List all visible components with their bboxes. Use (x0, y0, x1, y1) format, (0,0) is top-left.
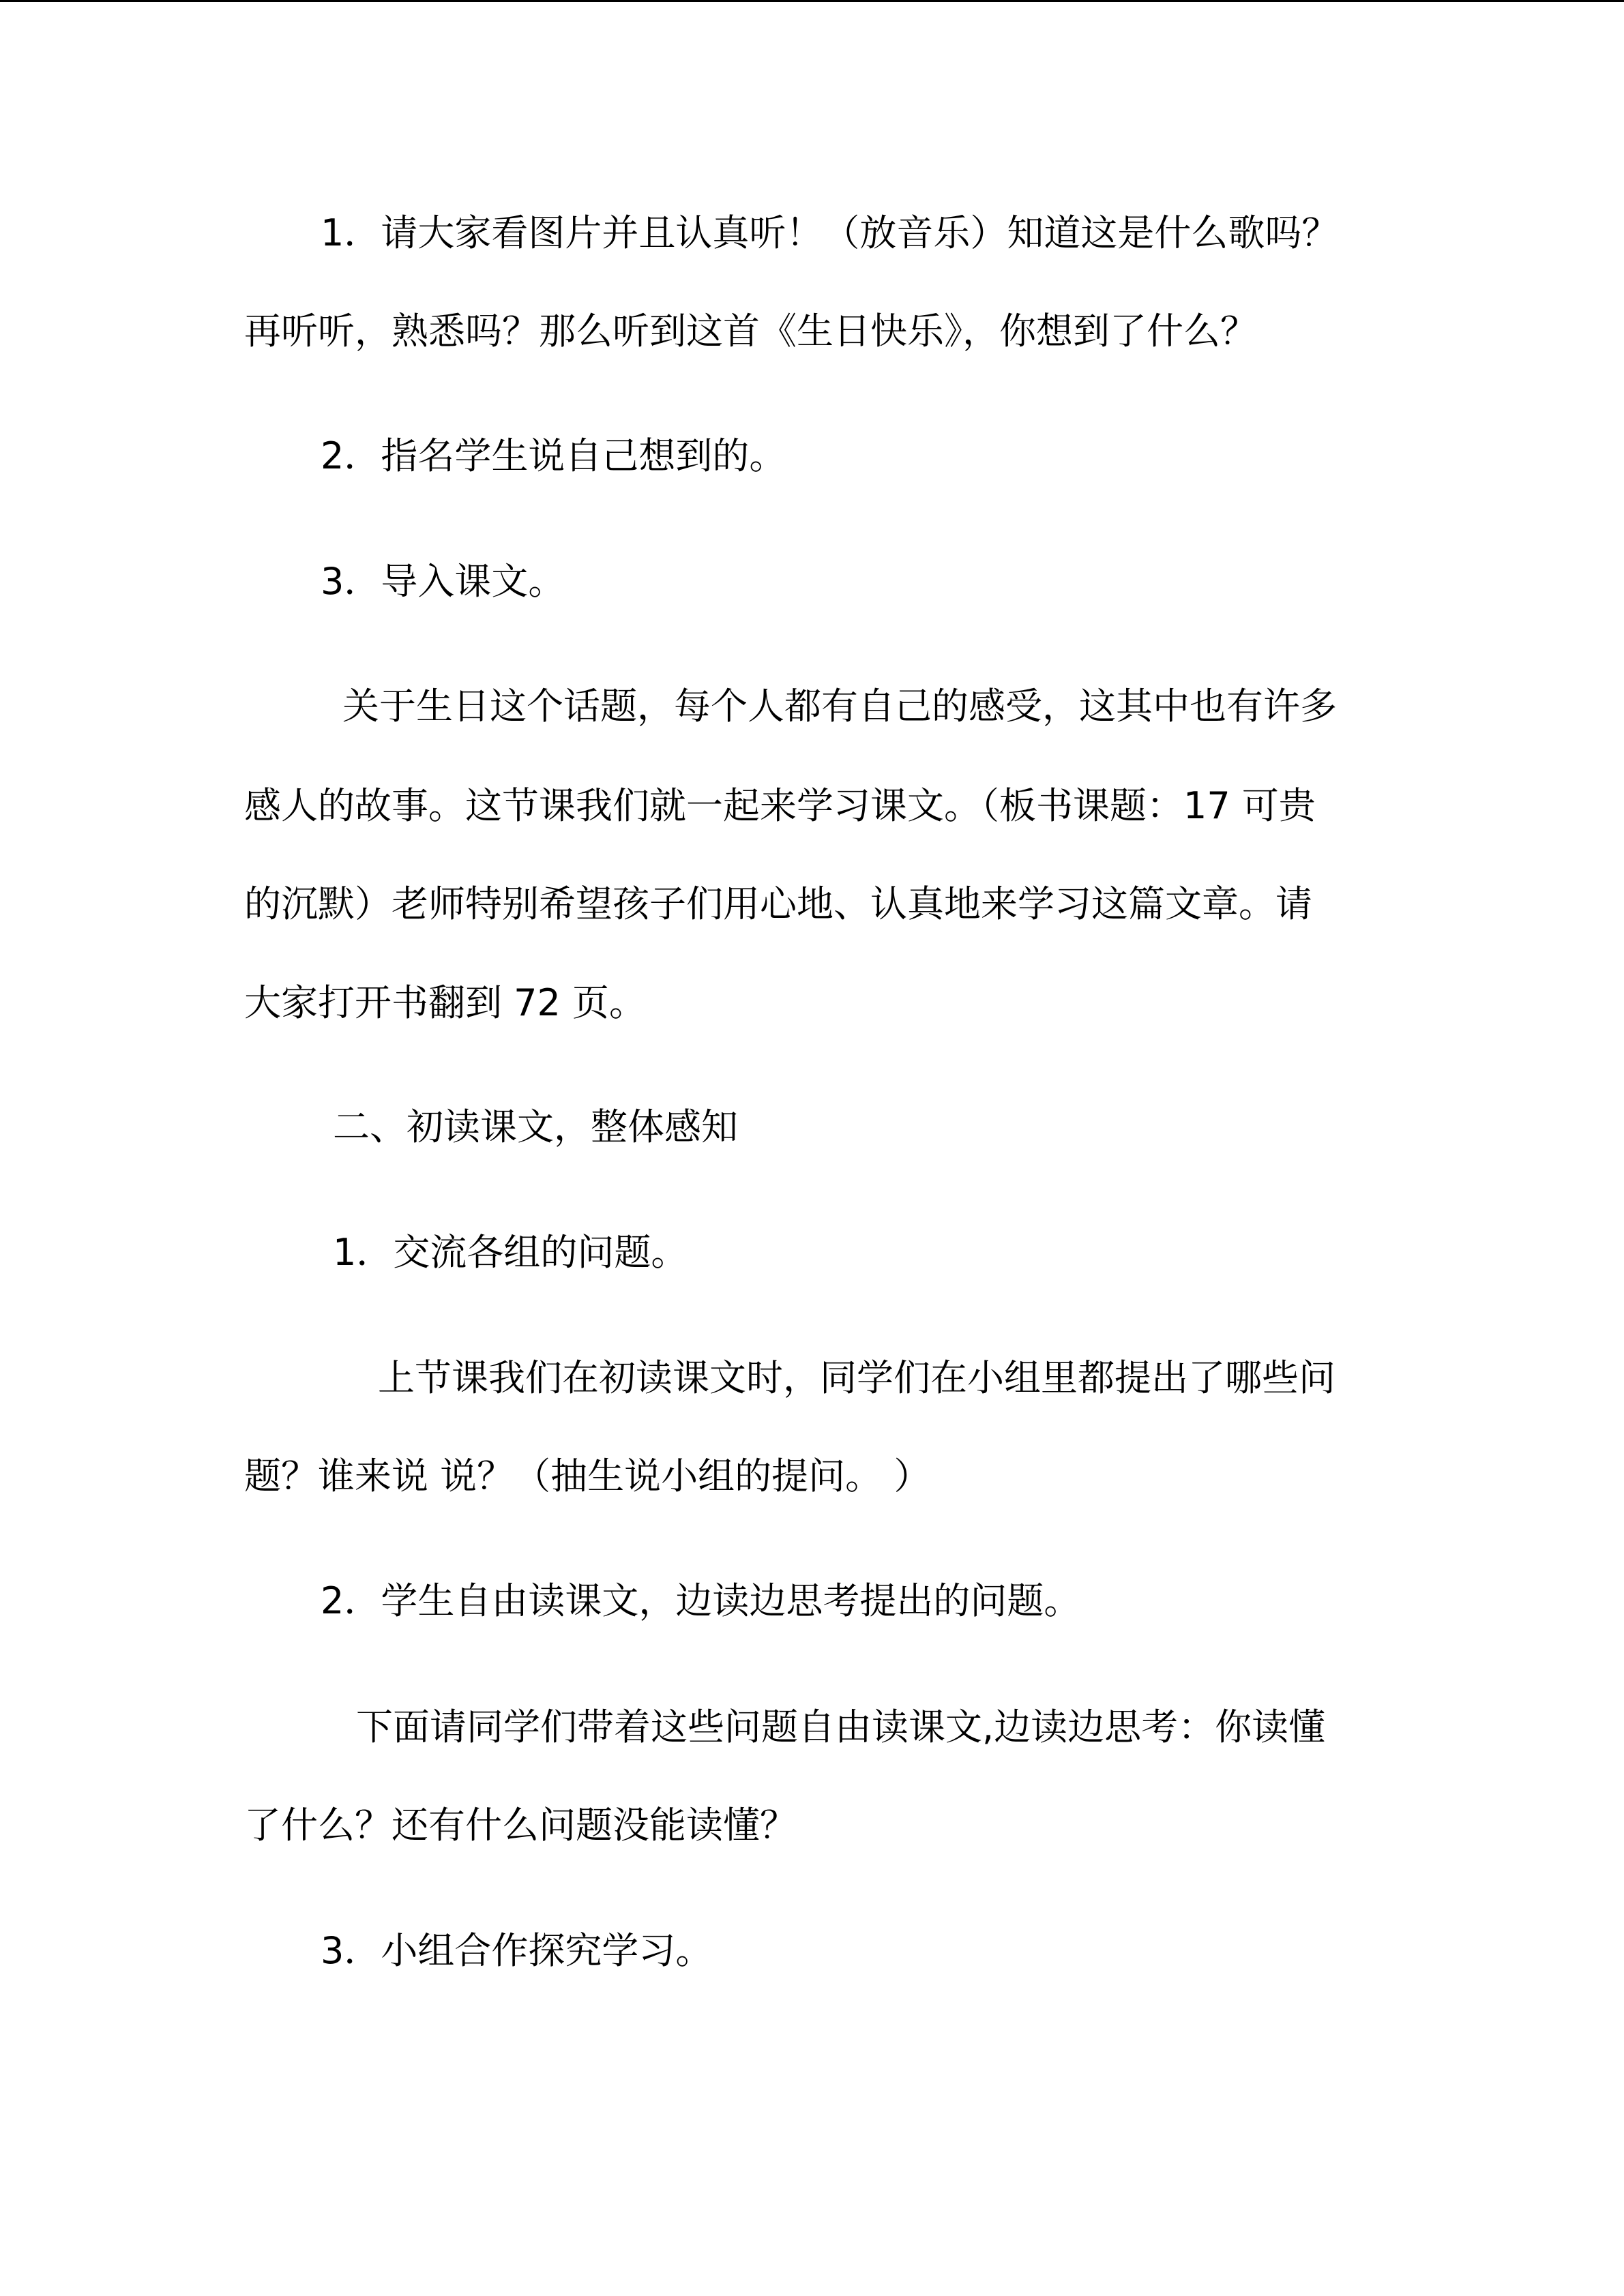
text-line: 感人的故事。这节课我们就一起来学习课文。（板书课题：17 可贵 (244, 784, 1316, 827)
text-line: 再听听，熟悉吗？那么听到这首《生日快乐》，你想到了什么？ (244, 310, 1257, 353)
text-line: 了什么？还有什么问题没能读懂？ (244, 1804, 797, 1847)
text-line: 大家打开书翻到 72 页。 (244, 981, 647, 1024)
text-line: 题？谁来说 说？（抽生说小组的提问。 ） (244, 1455, 931, 1497)
text-line: 关于生日这个话题，每个人都有自己的感受，这其中也有许多 (342, 685, 1337, 728)
text-line: 2．学生自由读课文，边读边思考提出的问题。 (321, 1579, 1081, 1622)
text-line: 3．导入课文。 (321, 560, 565, 603)
text-line: 3．小组合作探究学习。 (321, 1929, 713, 1972)
text-line: 2．指名学生说自己想到的。 (321, 434, 786, 477)
text-line: 的沉默）老师特别希望孩子们用心地、认真地来学习这篇文章。请 (244, 882, 1312, 925)
text-line: 下面请同学们带着这些问题自由读课文,边读边思考：你读懂 (356, 1705, 1326, 1748)
text-line: 上节课我们在初读课文时，同学们在小组里都提出了哪些问 (378, 1356, 1335, 1399)
section-heading: 二、初读课文，整体感知 (333, 1105, 738, 1148)
text-line: 1．请大家看图片并且认真听！（放音乐）知道这是什么歌吗？ (321, 211, 1339, 254)
text-line: 1．交流各组的问题。 (333, 1231, 688, 1274)
